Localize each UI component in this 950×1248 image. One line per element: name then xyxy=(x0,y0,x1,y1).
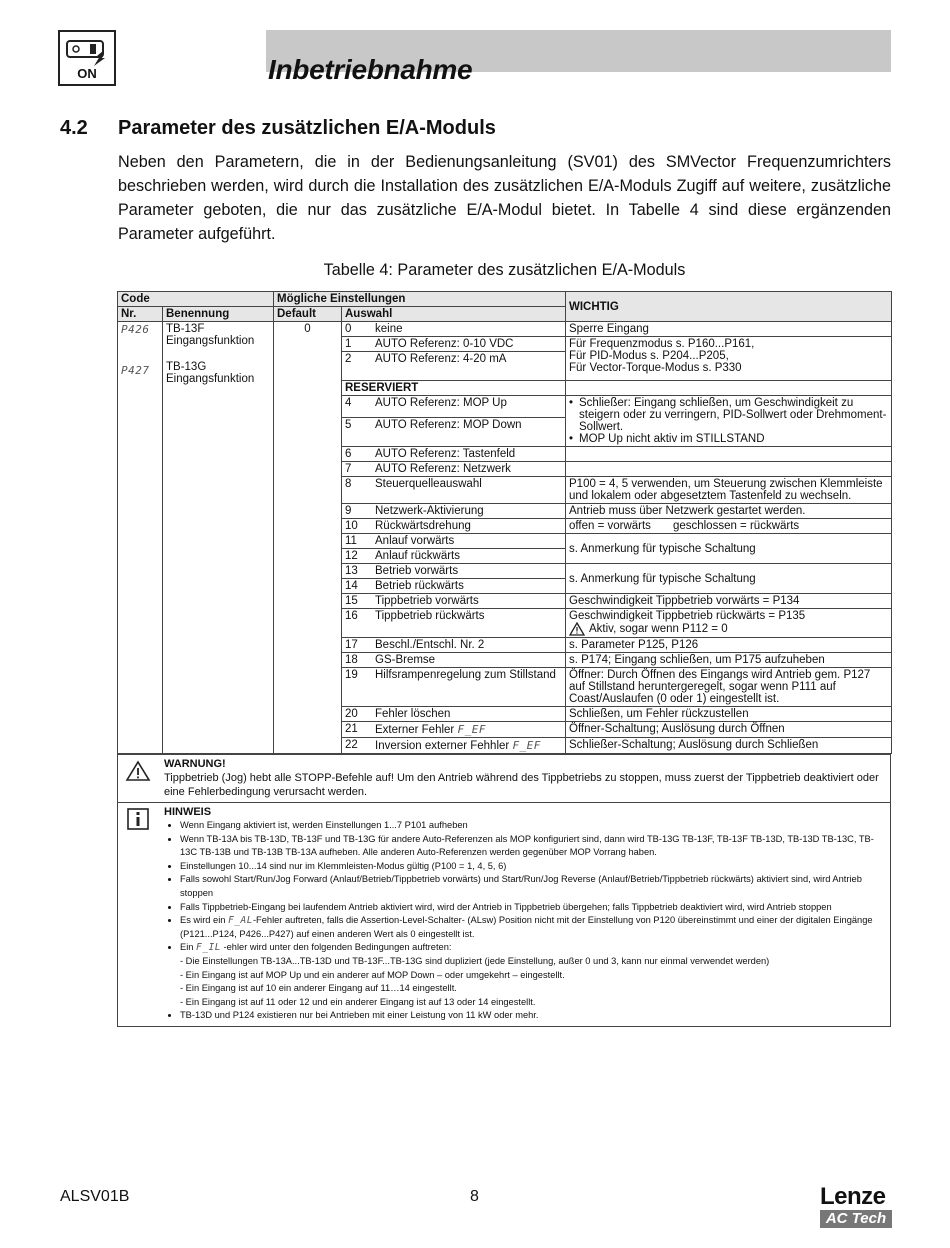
note: Sperre Eingang xyxy=(566,322,892,337)
option-8: 8 Steuerquelleauswahl xyxy=(345,478,482,490)
note: offen = vorwärts geschlossen = rückwärts xyxy=(566,519,892,534)
warning-text: Tippbetrieb (Jog) hebt alle STOPP-Befehle auf! Um den Antrieb während des Tippbetriebs zu stoppen, muss zuerst der Tippbetrieb deaktiviert oder eine Fehlerbedingung verursacht werden. xyxy=(164,772,879,798)
parameter-table xyxy=(117,291,892,754)
info-icon xyxy=(127,808,149,830)
note: Schließer-Schaltung; Auslösung durch Schließen xyxy=(566,738,892,754)
notes-box xyxy=(117,754,891,1027)
param-desc: Eingangsfunktion xyxy=(166,335,255,347)
option-2: 2 AUTO Referenz: 4-20 mA xyxy=(345,353,507,365)
note-empty xyxy=(566,462,892,477)
option-7: 7 AUTO Referenz: Netzwerk xyxy=(345,463,511,475)
option-18: 18 GS-Bremse xyxy=(345,654,436,666)
option-16: 16 Tippbetrieb rückwärts xyxy=(345,610,485,622)
option-6: 6 AUTO Referenz: Tastenfeld xyxy=(345,448,516,460)
list-item: • TB-13D und P124 existieren nur bei Antrieben mit einer Leistung von 11 kW oder mehr. xyxy=(180,1009,886,1023)
note: s. Anmerkung für typische Schaltung xyxy=(566,564,892,594)
option-4: 4 AUTO Referenz: MOP Up xyxy=(345,397,507,409)
sub-item: - Ein Eingang ist auf MOP Up und ein anderer auf MOP Down – oder umgekehrt – eingestellt. xyxy=(180,969,565,980)
param-name-cell xyxy=(163,322,274,754)
note: • Schließer: Eingang schließen, um Geschwindigkeit zu steigern oder zu verringern, PID-Sollwert oder Drehmoment-Sollwert. • MOP Up nicht aktiv im STILLSTAND xyxy=(566,396,892,447)
option-1: 1 AUTO Referenz: 0-10 VDC xyxy=(345,338,514,350)
option-12: 12 Anlauf rückwärts xyxy=(345,550,461,562)
header-nr: Nr. xyxy=(118,307,163,322)
option-10: 10 Rückwärtsdrehung xyxy=(345,520,471,532)
section-number: 4.2 xyxy=(60,117,88,139)
list-item: • Ein F_IL -ehler wird unter den folgenden Bedingungen auftreten: - Die Einstellungen TB-13A...TB-13D und TB-13F...TB-13G sind dupliziert (jede Einstellung, außer 0 und 3, kann nur einmal verwendet werden) - Ein Eingang ist auf MOP Up und ein anderer auf MOP Down – oder umgekehrt – eingestellt. - Ein Eingang ist auf 10 ein anderer Eingang auf 11…14 eingestellt. - Ein Eingang ist auf 11 oder 12 und ein anderer Eingang ist auf 13 oder 14 eingestellt. xyxy=(180,941,886,1009)
header-name: Benennung xyxy=(163,307,274,322)
option-5: 5 AUTO Referenz: MOP Down xyxy=(345,419,522,432)
option-11: 11 Anlauf vorwärts xyxy=(345,535,455,547)
note: Öffner: Durch Öffnen des Eingangs wird Antrieb gem. P127 auf Stillstand heruntergeregelt, sogar wenn P111 auf Coast/Auslaufen (0 oder 1) eingestellt ist. xyxy=(566,668,892,707)
sub-item: - Ein Eingang ist auf 10 ein anderer Eingang auf 11…14 eingestellt. xyxy=(180,983,457,994)
option-15: 15 Tippbetrieb vorwärts xyxy=(345,595,479,607)
table-caption: Tabelle 4: Parameter des zusätzlichen E/A-Moduls xyxy=(323,261,686,279)
note: s. Anmerkung für typische Schaltung xyxy=(566,534,892,564)
note: Geschwindigkeit Tippbetrieb rückwärts = P135 Aktiv, sogar wenn P112 = 0 xyxy=(566,609,892,638)
param-name: TB-13G xyxy=(166,361,207,373)
power-on-icon xyxy=(58,30,116,86)
param-code: P426 xyxy=(121,323,150,336)
list-item: • Falls sowohl Start/Run/Jog Forward (Anlauf/Betrieb/Tippbetrieb vorwärts) und Start/Run/Jog Reverse (Anlauf/Betrieb/Tippbetrieb rückwärts) aktiviert sind, wird Antrieb stoppen xyxy=(180,873,886,900)
note: s. Parameter P125, P126 xyxy=(566,638,892,653)
doc-id: ALSV01B xyxy=(60,1188,130,1205)
list-item: • Falls Tippbetrieb-Eingang bei laufendem Antrieb aktiviert wird, wird der Antrieb in Tippbetrieb übergehen; falls Tippbetrieb deaktiviert wird, wird Antrieb stoppen xyxy=(180,901,886,915)
note: Antrieb muss über Netzwerk gestartet werden. xyxy=(566,504,892,519)
option-17: 17 Beschl./Entschl. Nr. 2 xyxy=(345,639,485,651)
on-label: ON xyxy=(77,66,97,81)
option-21: 21 Externer Fehler F_EF xyxy=(345,723,486,736)
param-desc: Eingangsfunktion xyxy=(166,373,255,385)
page-number: 8 xyxy=(470,1188,479,1205)
list-item: • Es wird ein F_AL-Fehler auftreten, falls die Assertion-Level-Schalter- (ALsw) Position nicht mit der Einstellung von P120 übereinstimmt und einer der digitalen Eingänge (P121...P124, P426...P427) auf einen anderen Wert als 0 eingestellt ist. xyxy=(180,914,886,941)
option-0: 0 keine xyxy=(345,323,403,335)
option-22: 22 Inversion externer Fehhler F_EF xyxy=(345,739,541,752)
note-empty xyxy=(566,381,892,396)
sub-item: - Die Einstellungen TB-13A...TB-13D und TB-13F...TB-13G sind dupliziert (jede Einstellung, außer 0 und 3, kann nur einmal verwendet werden) xyxy=(180,955,770,966)
note: Schließen, um Fehler rückzustellen xyxy=(566,707,892,722)
table-header-row xyxy=(118,292,892,307)
parameter-table-wrapper xyxy=(117,291,891,1027)
switch-icon xyxy=(64,36,110,66)
default-value: 0 xyxy=(274,322,342,754)
sub-item: - Ein Eingang ist auf 11 oder 12 und ein anderer Eingang ist auf 13 oder 14 eingestellt. xyxy=(180,996,536,1007)
hint-title: HINWEIS xyxy=(164,806,212,818)
note: Für Frequenzmodus s. P160...P161, Für PID-Modus s. P204...P205, Für Vector-Torque-Modus s. P330 xyxy=(566,337,892,381)
param-name: TB-13F xyxy=(166,323,205,335)
intro-paragraph: Neben den Parametern, die in der Bedienungsanleitung (SV01) des SMVector Frequenzumrichters beschrieben werden, wird durch die Installation des zusätzlichen E/A-Moduls Zugiff auf weitere, zusätzliche Parameter geboten, die nur das zusätzliche E/A-Modul bietet. In Tabelle 4 sind diese ergänzenden Parameter aufgeführt. xyxy=(118,153,891,243)
option-13: 13 Betrieb vorwärts xyxy=(345,565,459,577)
header-settings: Mögliche Einstellungen xyxy=(274,292,566,307)
reserved-label: RESERVIERT xyxy=(342,381,566,396)
section-title: Parameter des zusätzlichen E/A-Moduls xyxy=(118,117,496,139)
note-empty xyxy=(566,447,892,462)
option-9: 9 Netzwerk-Aktivierung xyxy=(345,505,484,517)
warning-title: WARNUNG! xyxy=(164,758,226,770)
header-code: Code xyxy=(118,292,274,307)
lenze-logo: Lenze AC Tech xyxy=(820,1186,892,1228)
header-selection: Auswahl xyxy=(342,307,566,322)
note: Geschwindigkeit Tippbetrieb vorwärts = P134 xyxy=(566,594,892,609)
note: Öffner-Schaltung; Auslösung durch Öffnen xyxy=(566,722,892,738)
table-row xyxy=(118,322,892,337)
hint-list xyxy=(164,819,886,1023)
header-important: WICHTIG xyxy=(566,292,892,322)
list-item: • Einstellungen 10...14 sind nur im Klemmleisten-Modus gültig (P100 = 1, 4, 5, 6) xyxy=(180,860,886,874)
list-item: • Wenn Eingang aktiviert ist, werden Einstellungen 1...7 P101 aufheben xyxy=(180,819,886,833)
warning-icon xyxy=(569,622,585,636)
option-14: 14 Betrieb rückwärts xyxy=(345,580,464,592)
note: s. P174; Eingang schließen, um P175 aufzuheben xyxy=(566,653,892,668)
warning-row xyxy=(118,754,890,802)
header-default: Default xyxy=(274,307,342,322)
list-item: • Wenn TB-13A bis TB-13D, TB-13F und TB-13G für andere Auto-Referenzen als MOP konfiguriert sind, dann wird TB-13G TB-13F, TB-13F TB-13D, TB-13D TB-13C, TB-13C TB-13B und TB-13B TB-13A aufheben. Alle anderen Auto-Referenzen werden gegenüber MOP Vorrang haben. xyxy=(180,833,886,860)
param-nr-cell xyxy=(118,322,163,754)
note: P100 = 4, 5 verwenden, um Steuerung zwischen Klemmleiste und lokalem oder abgesetztem Tastenfeld zu wechseln. xyxy=(566,477,892,504)
option-20: 20 Fehler löschen xyxy=(345,708,451,720)
param-code: P427 xyxy=(121,364,150,377)
hint-row xyxy=(118,802,890,1026)
page-title: Inbetriebnahme xyxy=(268,54,473,85)
warning-icon xyxy=(125,760,151,782)
option-19: 19 Hilfsrampenregelung zum Stillstand xyxy=(345,669,556,681)
